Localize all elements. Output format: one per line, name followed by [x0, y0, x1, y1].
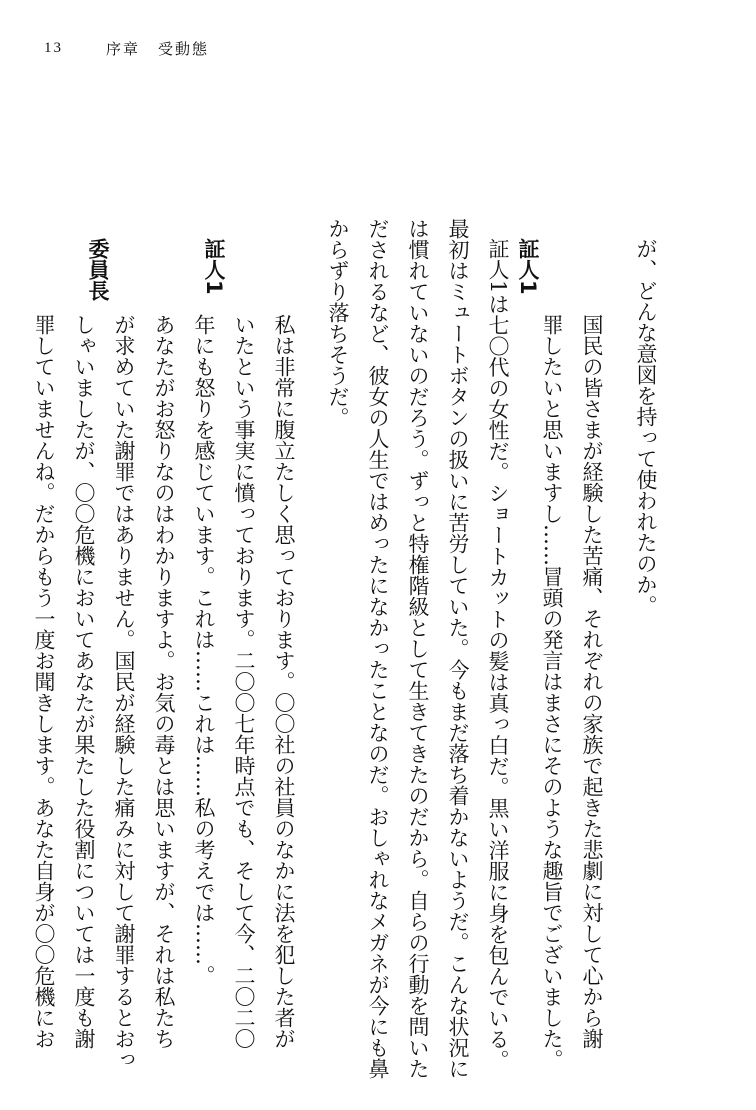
narration-line: 証人1は七〇代の女性だ。ショートカットの髪は真っ白だ。黒い洋服に身を包んでいる。	[486, 238, 510, 1071]
narration-line: は慣れていないのだろう。ずっと特権階級として生きてきたのだから。自らの行動を問いた	[406, 218, 430, 1079]
text-line: が、どんな意図を持って使われたのか。	[634, 238, 658, 616]
speaker-label: 証人1	[516, 238, 540, 295]
speech-line: 私は非常に腹立たしく思っております。〇〇社の社員のなかに法を犯した者が	[272, 314, 296, 1049]
speech-line: いたという事実に憤っております。二〇〇七年時点でも、そして今、二〇二〇	[232, 314, 256, 1049]
speaker-label: 証人1	[202, 238, 226, 295]
section-title: 受動態	[158, 40, 210, 58]
vertical-text-body	[24, 0, 666, 1110]
speech-line: が求めていた謝罪ではありません。国民が経験した痛みに対して謝罪するとおっ	[112, 314, 136, 1070]
line-gap	[612, 0, 626, 1110]
speech-line: 年にも怒りを感じています。これは……これは……私の考えでは……。	[192, 314, 216, 986]
narration-line: 最初はミュートボタンの扱いに苦労していた。今もまだ落ち着かないようだ。こんな状況に	[446, 218, 470, 1079]
speech-line: 罪したいと思いますし……冒頭の発言はまさにそのような趣旨でございました。	[540, 314, 564, 1070]
speaker-label: 委員長	[86, 238, 110, 301]
narration-line: からずり落ちそうだ。	[326, 218, 350, 428]
line-gap	[304, 0, 318, 1110]
speech-line: 国民の皆さまが経験した苦痛、それぞれの家族で起きた悲劇に対して心から謝	[580, 314, 604, 1049]
page-number: 13	[44, 40, 63, 56]
narration-line: だされるなど、彼女の人生ではめったになかったことなのだ。おしゃれなメガネが今にも鼻	[366, 218, 390, 1079]
speech-line: 罪していませんね。だからもう一度お聞きします。あなた自身が〇〇危機にお	[32, 314, 56, 1049]
speech-line: しゃいましたが、〇〇危機においてあなたが果たした役割については一度も謝	[72, 314, 96, 1049]
speech-line: あなたがお怒りなのはわかりますよ。お気の毒とは思いますが、それは私たち	[152, 314, 176, 1049]
chapter-title: 序章	[106, 40, 141, 58]
